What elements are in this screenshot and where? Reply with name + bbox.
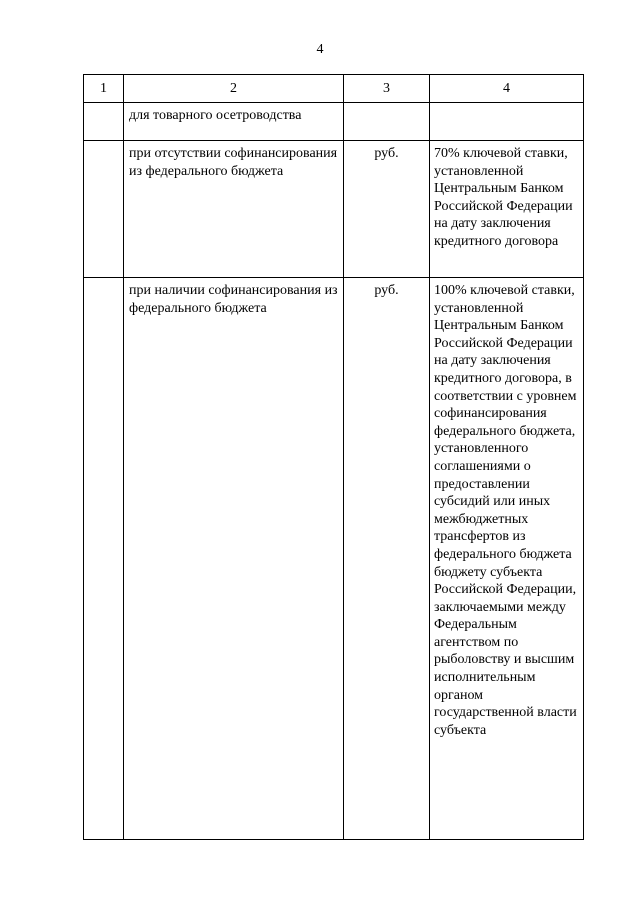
table-header-row <box>84 75 584 103</box>
row-unit: руб. <box>374 283 399 298</box>
table-cell-rate <box>430 141 584 278</box>
table-cell-unit <box>344 103 430 141</box>
table-cell-unit <box>344 278 430 840</box>
table-row <box>84 278 584 840</box>
table-cell-rate <box>430 103 584 141</box>
table-cell-number <box>84 141 124 278</box>
table-row <box>84 141 584 278</box>
row-description: при отсутствии софинансирования из федерального бюджета <box>129 146 338 179</box>
table-cell-unit <box>344 141 430 278</box>
row-rate: 100% ключевой ставки, установленной Центральным Банком Российской Федерации на дату заключения кредитного договора, в соответствии с уровнем софинансирования федерального бюджета, установленного соглашениями о предоставлении субсидий или иных межбюджетных трансфертов из федерального бюджета бюджету субъекта Российской Федерации, заключаемыми между Федеральным агентством по рыболовству и высшим исполнительным органом государственной власти субъекта <box>434 283 577 738</box>
row-description: для товарного осетроводства <box>129 108 302 123</box>
row-description: при наличии софинансирования из федерального бюджета <box>129 283 338 316</box>
table-row <box>84 103 584 141</box>
table-cell-number <box>84 278 124 840</box>
table-cell-description <box>124 141 344 278</box>
table-cell-description <box>124 103 344 141</box>
table-cell-description <box>124 278 344 840</box>
row-rate: 70% ключевой ставки, установленной Центральным Банком Российской Федерации на дату заключения кредитного договора <box>434 146 573 249</box>
header-cell-4: 4 <box>430 75 584 103</box>
page-number: 4 <box>316 42 324 57</box>
row-unit: руб. <box>374 146 399 161</box>
header-cell-2: 2 <box>124 75 344 103</box>
table-cell-rate <box>430 278 584 840</box>
table-cell-number <box>84 103 124 141</box>
header-cell-1: 1 <box>84 75 124 103</box>
header-cell-3: 3 <box>344 75 430 103</box>
data-table <box>83 74 584 840</box>
